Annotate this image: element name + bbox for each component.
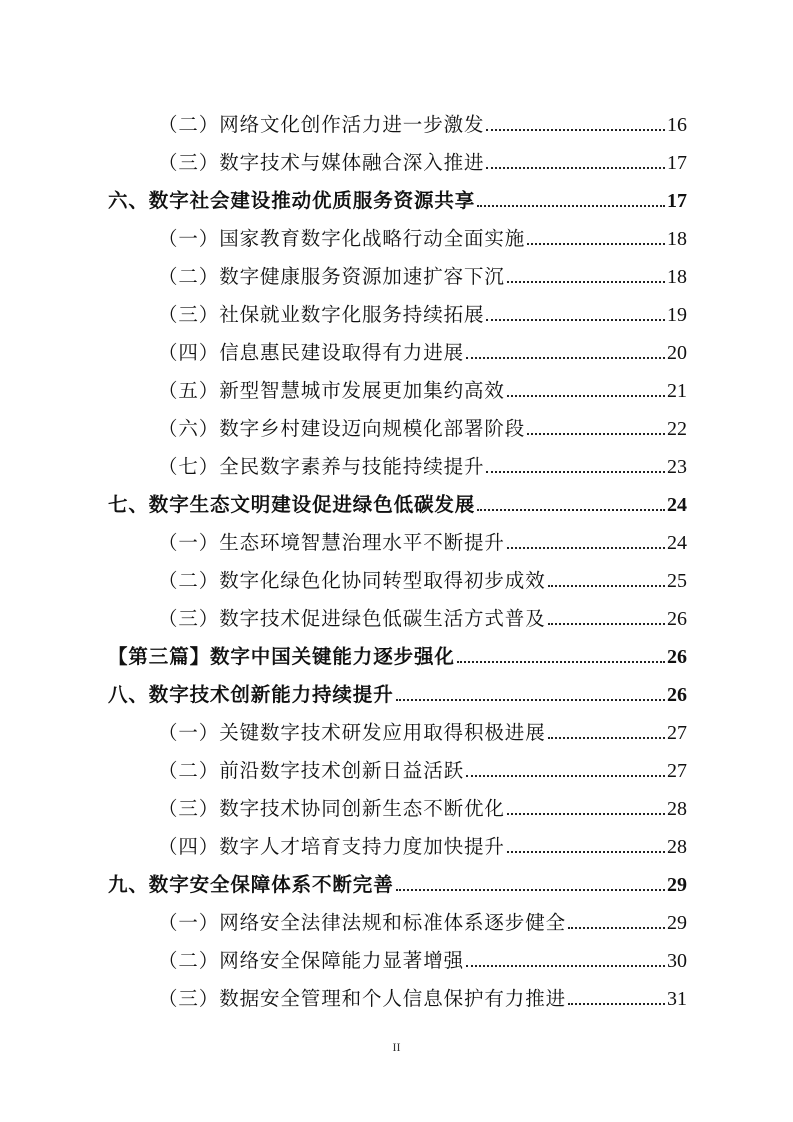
- toc-entry-page: 21: [667, 380, 687, 402]
- toc-entry[interactable]: [158, 213, 687, 251]
- dot-leader: [466, 357, 665, 359]
- dot-leader: [486, 319, 665, 321]
- toc-entry[interactable]: [158, 783, 687, 821]
- toc-entry[interactable]: [158, 555, 687, 593]
- toc-entry-page: 28: [667, 798, 687, 820]
- toc-entry[interactable]: [158, 897, 687, 935]
- toc-entry-title: 九、数字安全保障体系不断完善: [108, 873, 394, 896]
- toc-chapter[interactable]: [108, 859, 687, 897]
- dot-leader: [466, 775, 665, 777]
- toc-entry[interactable]: [158, 821, 687, 859]
- toc-entry-title: （三）数据安全管理和个人信息保护有力推进: [158, 987, 567, 1010]
- toc-entry[interactable]: [158, 365, 687, 403]
- toc-entry-title: （二）网络文化创作活力进一步激发: [158, 113, 485, 136]
- toc-entry-title: （三）数字技术协同创新生态不断优化: [158, 797, 505, 820]
- toc-entry-page: 24: [667, 494, 687, 516]
- toc-entry[interactable]: [158, 137, 687, 175]
- dot-leader: [507, 813, 665, 815]
- toc-entry-title: （一）关键数字技术研发应用取得积极进展: [158, 721, 546, 744]
- toc-entry-page: 29: [667, 874, 687, 896]
- dot-leader: [457, 661, 665, 663]
- toc-chapter[interactable]: [108, 479, 687, 517]
- dot-leader: [548, 623, 665, 625]
- toc-entry-title: 六、数字社会建设推动优质服务资源共享: [108, 189, 476, 212]
- toc-entry-page: 18: [667, 228, 687, 250]
- dot-leader: [477, 205, 665, 207]
- dot-leader: [396, 889, 665, 891]
- toc-entry-title: （一）国家教育数字化战略行动全面实施: [158, 227, 526, 250]
- toc-entry-page: 22: [667, 418, 687, 440]
- dot-leader: [486, 129, 665, 131]
- toc-entry[interactable]: [158, 517, 687, 555]
- dot-leader: [486, 471, 665, 473]
- toc-chapter[interactable]: [108, 669, 687, 707]
- toc-entry-page: 27: [667, 722, 687, 744]
- dot-leader: [527, 433, 665, 435]
- toc-entry[interactable]: [158, 745, 687, 783]
- toc-entry-page: 19: [667, 304, 687, 326]
- toc-entry-page: 24: [667, 532, 687, 554]
- toc-entry[interactable]: [158, 441, 687, 479]
- dot-leader: [548, 585, 665, 587]
- toc-entry[interactable]: [158, 251, 687, 289]
- toc-entry-page: 31: [667, 988, 687, 1010]
- toc-entry-page: 17: [667, 152, 687, 174]
- toc-entry-title: （二）数字健康服务资源加速扩容下沉: [158, 265, 505, 288]
- toc-entry[interactable]: [158, 327, 687, 365]
- toc-entry-title: （二）前沿数字技术创新日益活跃: [158, 759, 465, 782]
- toc-entry-title: （四）信息惠民建设取得有力进展: [158, 341, 465, 364]
- dot-leader: [507, 281, 665, 283]
- toc-entry-page: 18: [667, 266, 687, 288]
- toc-entry-title: 八、数字技术创新能力持续提升: [108, 683, 394, 706]
- toc-entry[interactable]: [158, 289, 687, 327]
- toc-entry-title: （三）数字技术与媒体融合深入推进: [158, 151, 485, 174]
- dot-leader: [568, 927, 665, 929]
- dot-leader: [466, 965, 665, 967]
- toc-entry-page: 25: [667, 570, 687, 592]
- dot-leader: [548, 737, 665, 739]
- toc-entry-page: 16: [667, 114, 687, 136]
- dot-leader: [507, 547, 665, 549]
- toc-entry-title: 【第三篇】数字中国关键能力逐步强化: [108, 645, 455, 668]
- toc-entry-title: （三）社保就业数字化服务持续拓展: [158, 303, 485, 326]
- dot-leader: [568, 1003, 665, 1005]
- toc-entry-page: 23: [667, 456, 687, 478]
- toc-entry[interactable]: [158, 935, 687, 973]
- toc-entry-title: （二）网络安全保障能力显著增强: [158, 949, 465, 972]
- toc-entry-title: （四）数字人才培育支持力度加快提升: [158, 835, 505, 858]
- toc-entry-title: （二）数字化绿色化协同转型取得初步成效: [158, 569, 546, 592]
- toc-entry-page: 20: [667, 342, 687, 364]
- toc-entry-page: 27: [667, 760, 687, 782]
- toc-entry-page: 26: [667, 684, 687, 706]
- dot-leader: [396, 699, 665, 701]
- toc-entry-page: 29: [667, 912, 687, 934]
- toc-entry-title: （五）新型智慧城市发展更加集约高效: [158, 379, 505, 402]
- toc-entry[interactable]: [158, 403, 687, 441]
- toc-entry-page: 26: [667, 608, 687, 630]
- toc-entry-title: （七）全民数字素养与技能持续提升: [158, 455, 485, 478]
- toc-entry-title: （一）网络安全法律法规和标准体系逐步健全: [158, 911, 567, 934]
- dot-leader: [477, 509, 665, 511]
- dot-leader: [507, 395, 665, 397]
- toc-entry[interactable]: [158, 593, 687, 631]
- toc-entry-title: （一）生态环境智慧治理水平不断提升: [158, 531, 505, 554]
- toc-entry-title: （三）数字技术促进绿色低碳生活方式普及: [158, 607, 546, 630]
- dot-leader: [507, 851, 665, 853]
- toc-entry-page: 30: [667, 950, 687, 972]
- toc-chapter[interactable]: [108, 175, 687, 213]
- toc-entry[interactable]: [158, 973, 687, 1011]
- toc-entry-title: （六）数字乡村建设迈向规模化部署阶段: [158, 417, 526, 440]
- page-number: II: [392, 1040, 401, 1054]
- toc-entry[interactable]: [158, 99, 687, 137]
- toc-entry-title: 七、数字生态文明建设促进绿色低碳发展: [108, 493, 476, 516]
- dot-leader: [486, 167, 665, 169]
- dot-leader: [527, 243, 665, 245]
- toc-entry-page: 28: [667, 836, 687, 858]
- toc-part[interactable]: [108, 631, 687, 669]
- toc-entry-page: 26: [667, 646, 687, 668]
- toc-entry[interactable]: [158, 707, 687, 745]
- toc-entry-page: 17: [667, 190, 687, 212]
